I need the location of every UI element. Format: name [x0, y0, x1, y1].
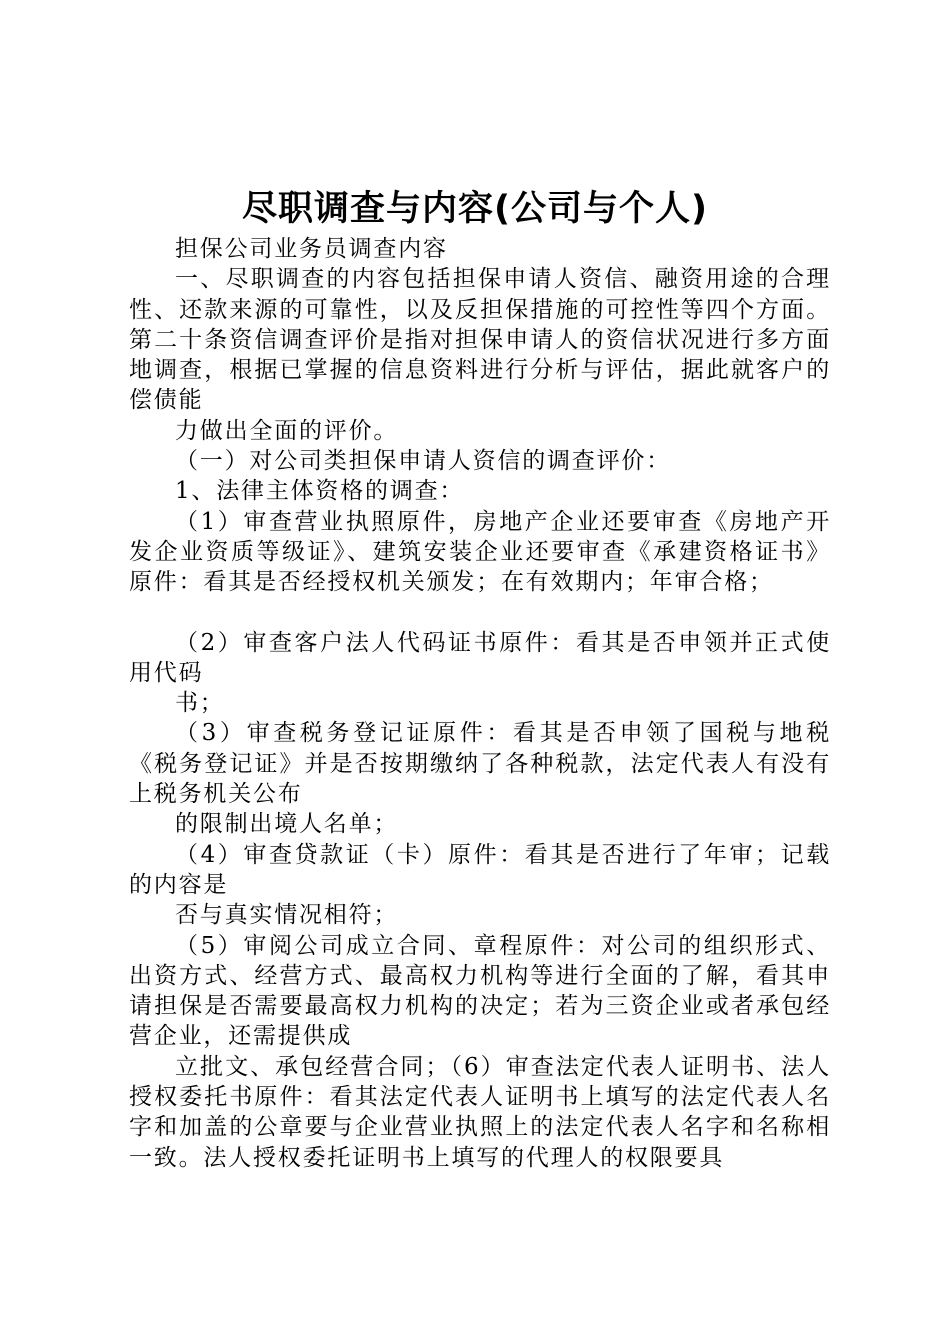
document-title: 尽职调查与内容(公司与个人): [242, 189, 708, 229]
paragraph: 担保公司业务员调查内容: [175, 236, 448, 262]
paragraph: 力做出全面的评价。: [175, 417, 399, 444]
paragraph: 否与真实情况相符；: [175, 902, 399, 929]
paragraph: （一）对公司类担保申请人资信的调查评价：: [175, 448, 671, 475]
paragraph: 立批文、承包经营合同；（6）审查法定代表人证明书、法人授权委托书原件：看其法定代表人证明书上填写的法定代表人名字和加盖的公章要与企业营业执照上的法定代表人名字和名称相一致。法人授权委托证明书上填写的代理人的权限要具: [129, 1053, 831, 1171]
paragraph: （2）审查客户法人代码证书原件：看其是否申领并正式使用代码: [129, 629, 831, 686]
paragraph: 一、尽职调查的内容包括担保申请人资信、融资用途的合理性、还款来源的可靠性，以及反担保措施的可控性等四个方面。第二十条资信调查评价是指对担保申请人的资信状况进行多方面地调查，根据已掌握的信息资料进行分析与评估，据此就客户的偿债能: [129, 266, 831, 414]
paragraph: 的限制出境人名单；: [175, 811, 399, 838]
paragraph: 书；: [175, 690, 225, 717]
document-body: [129, 234, 831, 1173]
paragraph: 1、法律主体资格的调查：: [175, 478, 465, 505]
paragraph: （3）审查税务登记证原件：看其是否申领了国税与地税《税务登记证》并是否按期缴纳了各种税款，法定代表人有没有上税务机关公布: [129, 720, 831, 808]
paragraph: （1）审查营业执照原件，房地产企业还要审查《房地产开发企业资质等级证》、建筑安装企业还要审查《承建资格证书》原件：看其是否经授权机关颁发；在有效期内；年审合格；: [129, 508, 831, 596]
paragraph: （5）审阅公司成立合同、章程原件：对公司的组织形式、出资方式、经营方式、最高权力机构等进行全面的了解，看其申请担保是否需要最高权力机构的决定；若为三资企业或者承包经营企业，还需提供成: [129, 932, 831, 1050]
paragraph: （4）审查贷款证（卡）原件：看其是否进行了年审；记载的内容是: [129, 841, 831, 898]
